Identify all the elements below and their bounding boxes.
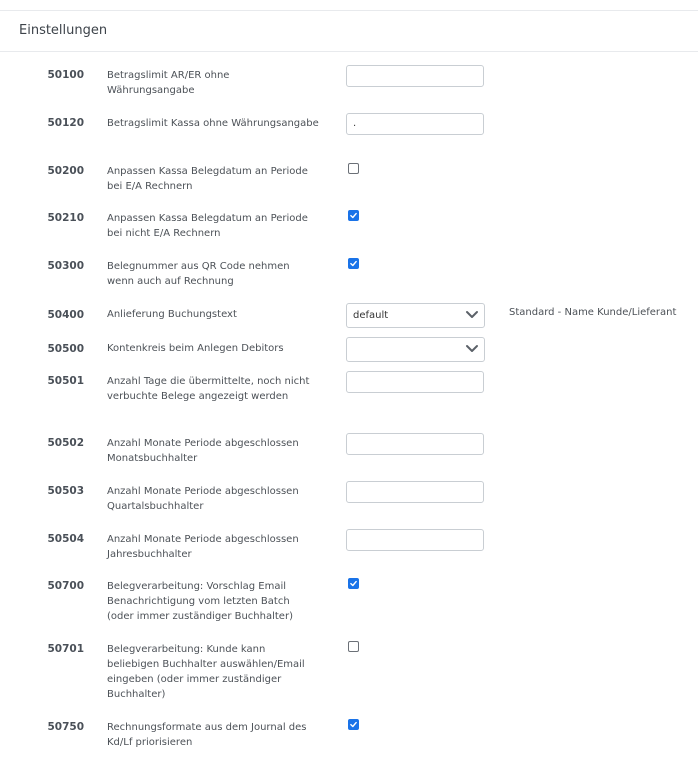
select-value: default [353, 310, 389, 321]
setting-checkbox-50300[interactable] [348, 258, 359, 269]
setting-label: Belegverarbeitung: Kunde kann beliebigen Buchhalter auswählen/Email eingeben (oder immer zuständiger Buchhalter) [107, 644, 305, 700]
setting-code: 50210 [47, 212, 84, 224]
setting-code: 50300 [47, 260, 84, 272]
setting-checkbox-50700[interactable] [348, 578, 359, 589]
setting-checkbox-50200[interactable] [348, 163, 359, 174]
setting-code: 50501 [47, 375, 84, 387]
setting-code: 50750 [47, 721, 84, 733]
setting-label: Anpassen Kassa Belegdatum an Periode bei E/A Rechnern [107, 166, 308, 192]
chevron-down-icon [465, 344, 479, 354]
setting-label: Betragslimit Kassa ohne Währungsangabe [107, 118, 319, 129]
setting-label: Anzahl Tage die übermittelte, noch nicht verbuchte Belege angezeigt werden [107, 376, 310, 402]
setting-code: 50500 [47, 343, 84, 355]
top-divider [0, 10, 698, 11]
setting-code: 50100 [47, 69, 84, 81]
setting-label: Anzahl Monate Periode abgeschlossen Jahresbuchhalter [107, 534, 299, 560]
checkmark-icon [350, 260, 357, 267]
setting-code: 50700 [47, 580, 84, 592]
setting-checkbox-50750[interactable] [348, 719, 359, 730]
setting-code: 50200 [47, 165, 84, 177]
checkmark-icon [350, 580, 357, 587]
setting-hint: Standard - Name Kunde/Lieferant [509, 307, 677, 318]
setting-checkbox-50210[interactable] [348, 210, 359, 221]
setting-select-50400[interactable] [346, 303, 485, 328]
setting-label: Kontenkreis beim Anlegen Debitors [107, 343, 284, 354]
setting-code: 50701 [47, 643, 84, 655]
setting-label: Rechnungsformate aus dem Journal des Kd/Lf priorisieren [107, 722, 307, 748]
setting-label: Belegnummer aus QR Code nehmen wenn auch auf Rechnung [107, 261, 290, 287]
setting-input-50501[interactable] [346, 371, 484, 393]
title-divider [0, 51, 698, 52]
setting-code: 50503 [47, 485, 84, 497]
checkmark-icon [350, 212, 357, 219]
setting-label: Anlieferung Buchungstext [107, 309, 237, 320]
chevron-down-icon [465, 310, 479, 320]
setting-input-50100[interactable] [346, 65, 484, 87]
setting-input-50503[interactable] [346, 481, 484, 503]
setting-label: Belegverarbeitung: Vorschlag Email Benachrichtigung vom letzten Batch (oder immer zuständiger Buchhalter) [107, 581, 293, 622]
setting-label: Betragslimit AR/ER ohne Währungsangabe [107, 70, 230, 96]
setting-code: 50400 [47, 309, 84, 321]
page-title: Einstellungen [19, 23, 108, 38]
setting-input-50120[interactable]: . [346, 113, 484, 135]
setting-label: Anpassen Kassa Belegdatum an Periode bei nicht E/A Rechnern [107, 213, 308, 239]
setting-code: 50120 [47, 117, 84, 129]
checkmark-icon [350, 721, 357, 728]
setting-code: 50502 [47, 437, 84, 449]
setting-code: 50504 [47, 533, 84, 545]
setting-input-50502[interactable] [346, 433, 484, 455]
setting-label: Anzahl Monate Periode abgeschlossen Monatsbuchhalter [107, 438, 299, 464]
setting-input-50504[interactable] [346, 529, 484, 551]
setting-select-50500[interactable] [346, 337, 485, 362]
setting-label: Anzahl Monate Periode abgeschlossen Quartalsbuchhalter [107, 486, 299, 512]
setting-checkbox-50701[interactable] [348, 641, 359, 652]
